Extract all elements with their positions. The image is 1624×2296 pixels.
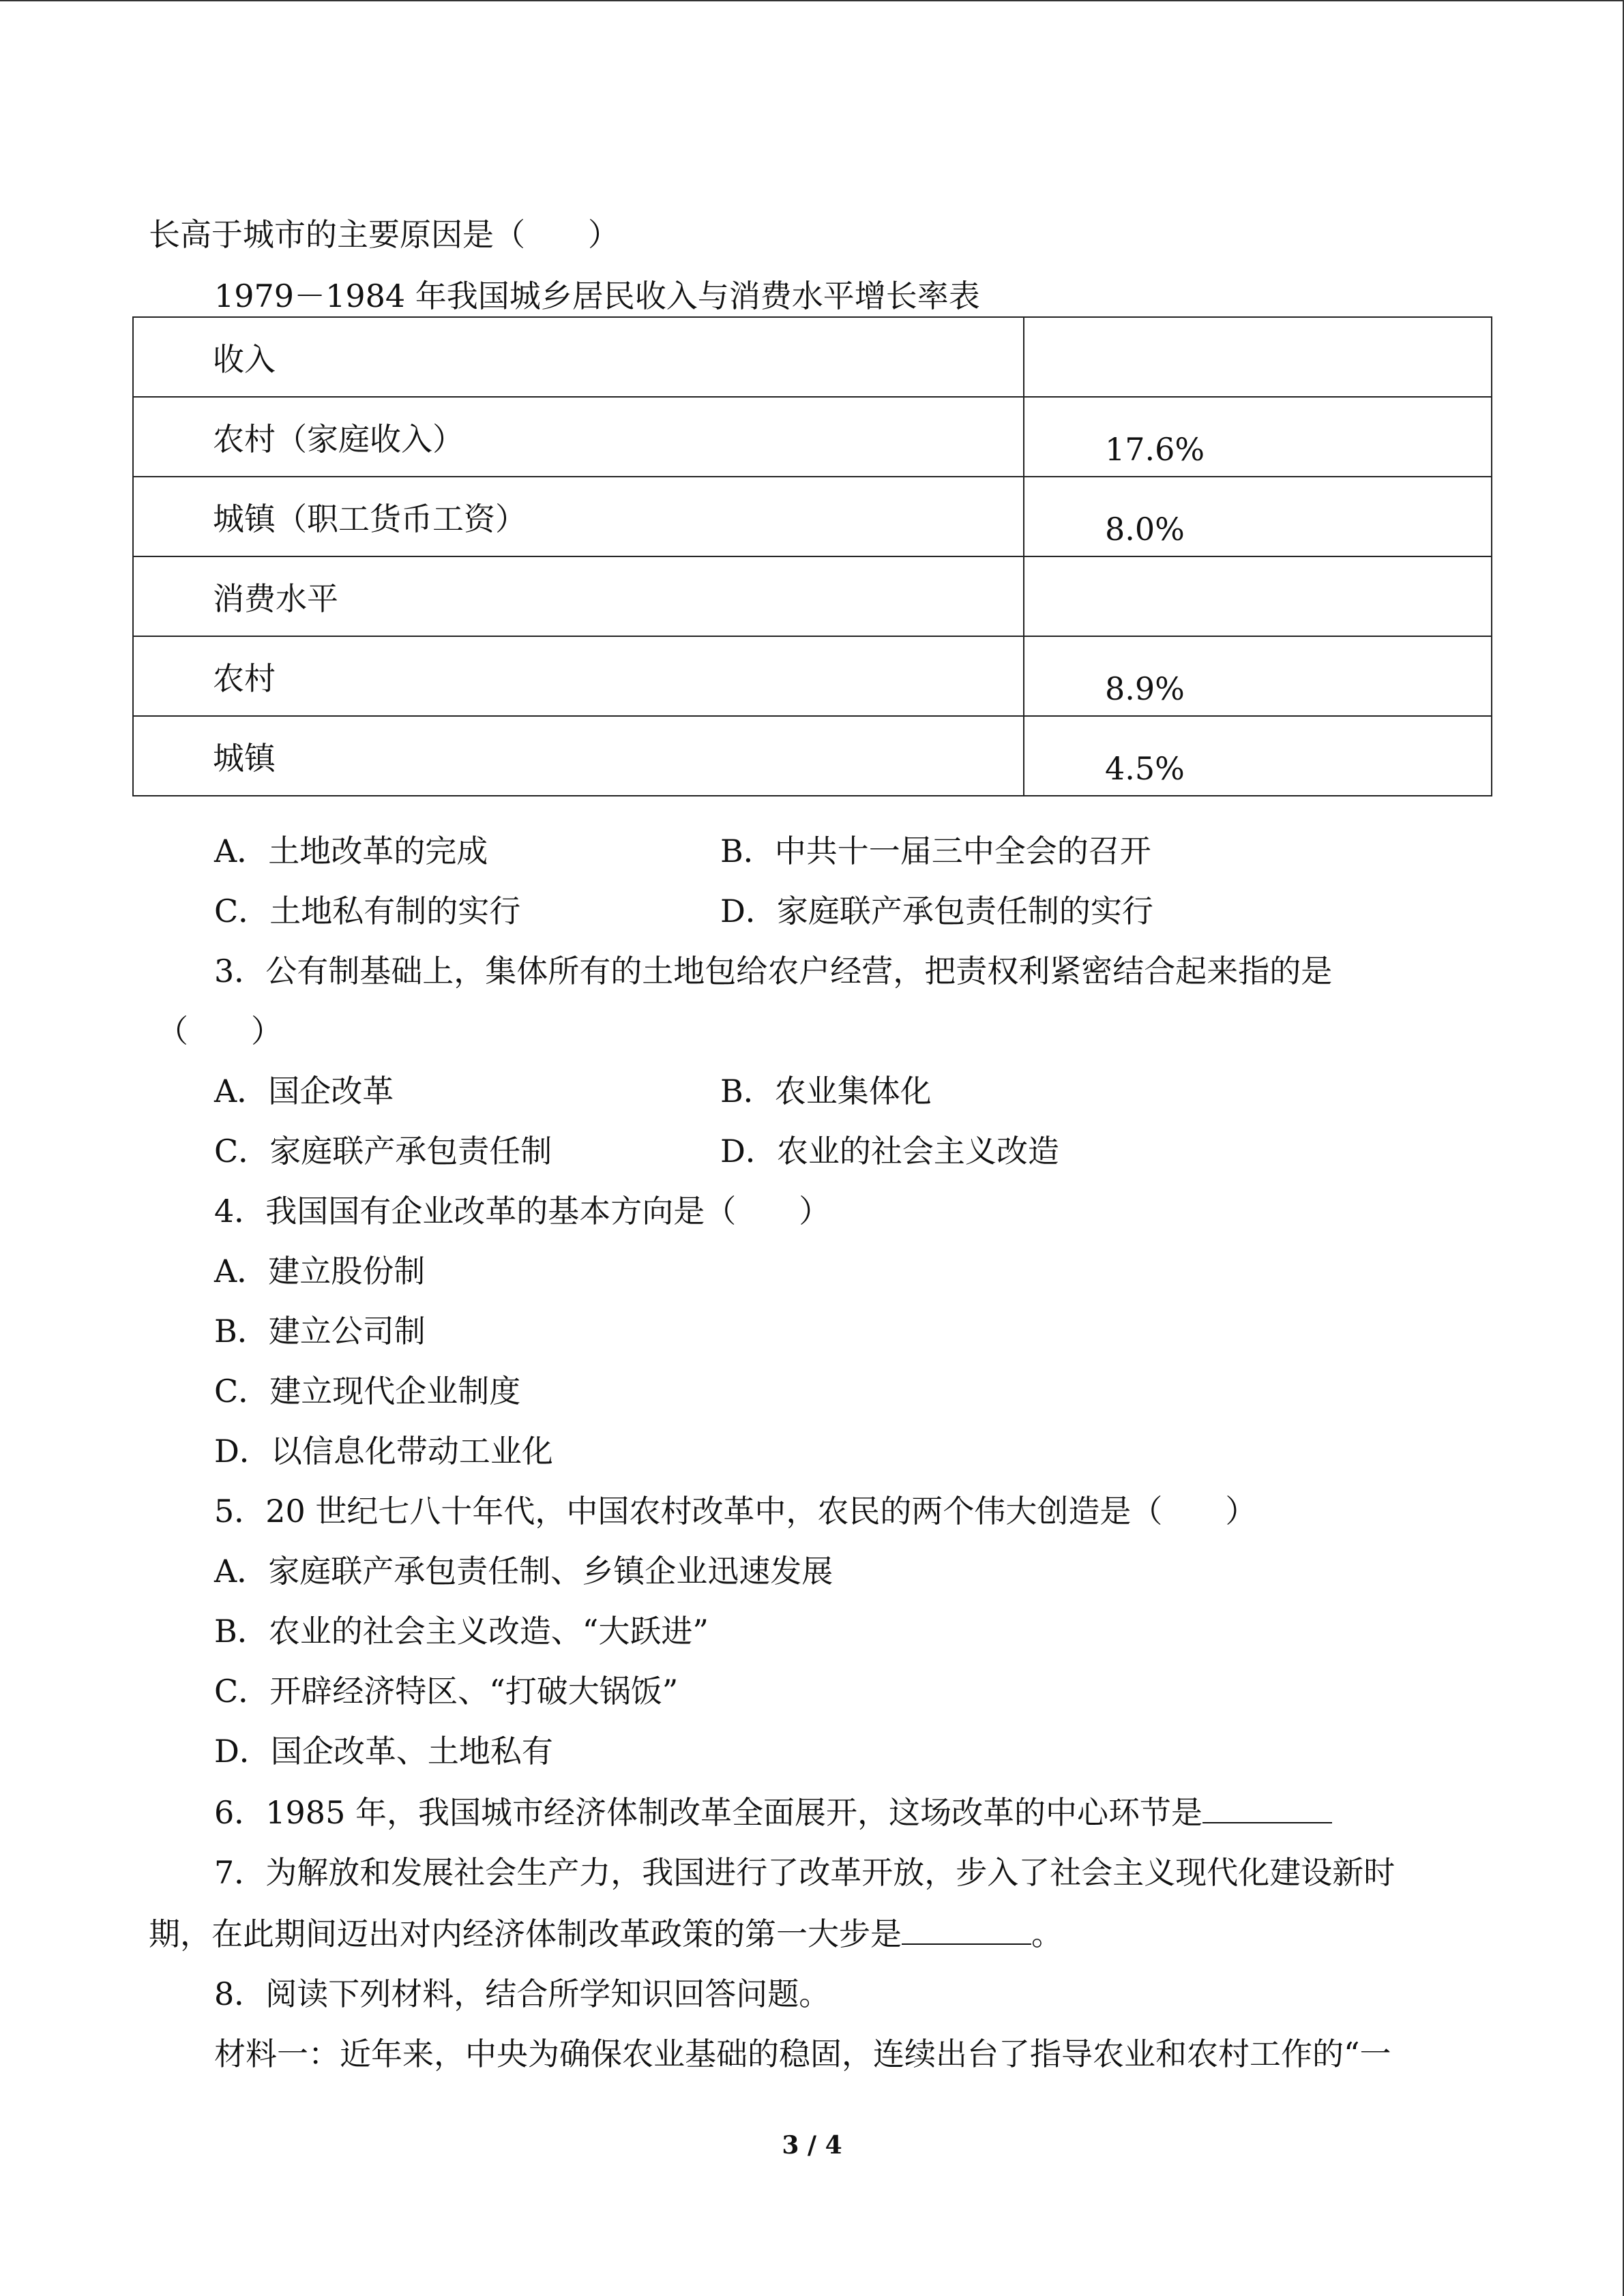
q6-answer-blank[interactable] — [1202, 1792, 1332, 1823]
q4-option-b: B．建立公司制 — [214, 1313, 426, 1350]
q4-option-a: A．建立股份制 — [214, 1253, 426, 1289]
q3-option-c: C．家庭联产承包责任制 — [214, 1133, 552, 1169]
q5-option-c: C．开辟经济特区、“打破大锅饭” — [214, 1673, 679, 1710]
q7-line2 — [149, 1913, 1063, 1954]
table-cell-label: 农村 — [133, 636, 1024, 716]
q4-option-c: C．建立现代企业制度 — [214, 1373, 521, 1410]
table-cell-value: 8.0% — [1024, 477, 1492, 556]
table-row — [133, 556, 1492, 636]
table-cell-label: 农村（家庭收入） — [133, 397, 1024, 477]
q7-stem-end: 期，在此期间迈出对内经济体制改革政策的第一大步是 — [149, 1915, 902, 1952]
q5-option-d: D．国企改革、土地私有 — [214, 1733, 553, 1770]
q7-answer-blank[interactable] — [902, 1913, 1031, 1945]
table-cell-value: 8.9% — [1024, 636, 1492, 716]
table-row — [133, 716, 1492, 796]
q5-option-a: A．家庭联产承包责任制、乡镇企业迅速发展 — [214, 1553, 833, 1590]
table-cell-label: 城镇（职工货币工资） — [133, 477, 1024, 556]
question-lead: 长高于城市的主要原因是（ ） — [149, 216, 619, 253]
q3-answer-paren: （ ） — [157, 1013, 282, 1049]
q2-option-d: D．家庭联产承包责任制的实行 — [720, 893, 1153, 929]
table-row — [133, 477, 1492, 556]
q3-option-a: A．国企改革 — [214, 1073, 394, 1109]
table-row — [133, 397, 1492, 477]
data-table — [132, 316, 1492, 796]
table-cell-value: 4.5% — [1024, 716, 1492, 796]
table-caption: 1979－1984 年我国城乡居民收入与消费水平增长率表 — [214, 278, 980, 314]
table-cell-label: 消费水平 — [133, 556, 1024, 636]
table-cell-value — [1024, 556, 1492, 636]
q4-stem: 4．我国国有企业改革的基本方向是（ ） — [214, 1193, 831, 1229]
q3-option-b: B．农业集体化 — [720, 1073, 932, 1109]
page-number: 3 / 4 — [782, 2131, 842, 2160]
q2-option-b: B．中共十一届三中全会的召开 — [720, 833, 1151, 869]
q3-option-d: D．农业的社会主义改造 — [720, 1133, 1059, 1169]
table-cell-label: 城镇 — [133, 716, 1024, 796]
q6-line — [214, 1792, 1332, 1833]
q6-stem: 6．1985 年，我国城市经济体制改革全面展开，这场改革的中心环节是 — [214, 1794, 1202, 1831]
table-row — [133, 636, 1492, 716]
q5-option-b: B．农业的社会主义改造、“大跃进” — [214, 1613, 709, 1650]
q7-line1: 7．为解放和发展社会生产力，我国进行了改革开放，步入了社会主义现代化建设新时 — [214, 1854, 1396, 1891]
q2-option-c: C．土地私有制的实行 — [214, 893, 521, 929]
table-cell-label: 收入 — [133, 317, 1024, 397]
q7-period: 。 — [1031, 1915, 1063, 1952]
table-cell-value: 17.6% — [1024, 397, 1492, 477]
table-cell-value — [1024, 317, 1492, 397]
q4-option-d: D．以信息化带动工业化 — [214, 1433, 553, 1470]
q5-stem: 5．20 世纪七八十年代，中国农村改革中，农民的两个伟大创造是（ ） — [214, 1493, 1257, 1530]
q2-option-a: A．土地改革的完成 — [214, 833, 488, 869]
q3-stem: 3．公有制基础上，集体所有的土地包给农户经营，把责权利紧密结合起来指的是 — [214, 953, 1333, 989]
table-row — [133, 317, 1492, 397]
q8-stem: 8．阅读下列材料，结合所学知识回答问题。 — [214, 1976, 831, 2012]
q8-material1: 材料一：近年来，中央为确保农业基础的稳固，连续出台了指导农业和农村工作的“一 — [214, 2036, 1391, 2072]
